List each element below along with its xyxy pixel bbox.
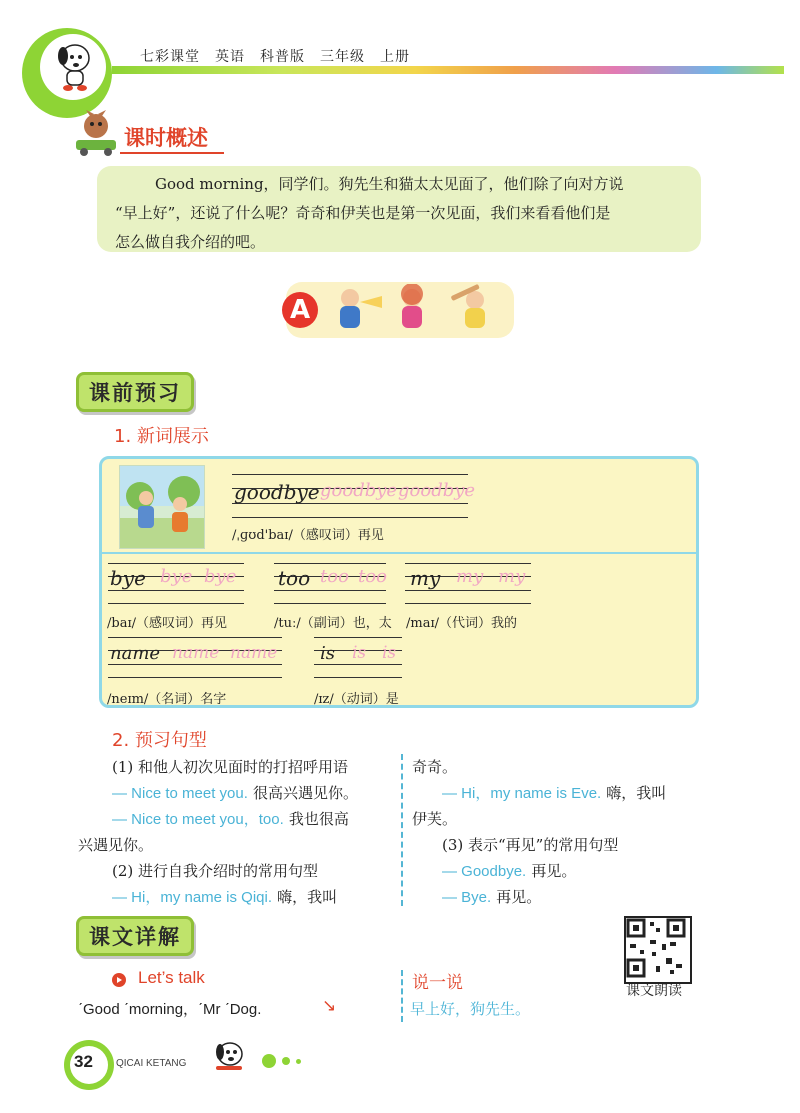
text-detail-tag: 课文详解 <box>76 916 194 956</box>
header-title: 七彩课堂 英语 科普版 三年级 上册 <box>140 49 410 65</box>
rule-line <box>405 590 531 591</box>
lets-talk-title: Let’s talk <box>138 968 205 987</box>
pattern-2-line-4: 伊芙。 <box>412 810 458 828</box>
pattern-3-line-2 <box>442 886 541 907</box>
phonetic-bye: /baɪ/（感叹词）再见 <box>107 616 227 631</box>
word-bye: bye <box>110 566 146 590</box>
qr-code[interactable] <box>624 916 692 984</box>
talk-sentence-english: ˊGood ˊmorning，ˊMr ˊDog. <box>78 1001 262 1018</box>
english-sentence: — Nice to meet you，too. <box>112 811 284 828</box>
rule-line <box>232 517 468 518</box>
phonetic-my: /maɪ/（代词）我的 <box>406 616 517 631</box>
phonetic-too: /tuː/（副词）也，太 <box>274 616 392 631</box>
word-goodbye: goodbye <box>234 480 320 504</box>
trace-name-2: name <box>230 643 278 663</box>
train-animal-icon <box>72 110 122 156</box>
english-sentence: — Nice to meet you. <box>112 785 248 802</box>
chinese-translation: 嗨，我叫 <box>606 784 667 802</box>
pattern-3-line-1 <box>442 860 576 881</box>
trace-goodbye-1: goodbye <box>320 480 398 501</box>
rule-line <box>314 677 402 678</box>
trace-my-2: my <box>498 566 526 587</box>
trace-bye-2: bye <box>204 566 237 587</box>
trace-is-2: is <box>382 643 397 663</box>
intro-line-3: 怎么做自我介绍的吧。 <box>115 233 266 251</box>
pattern-2-line-1 <box>112 886 337 907</box>
footer-dot <box>296 1059 301 1064</box>
rule-line <box>108 677 282 678</box>
rule-line <box>108 664 282 665</box>
pattern-1-heading: (1) 和他人初次见面时的打招呼用语 <box>112 758 349 776</box>
rule-line <box>314 664 402 665</box>
pattern-2-line-3 <box>442 782 666 803</box>
intro-box <box>97 166 701 252</box>
rule-line <box>108 590 244 591</box>
rule-line <box>108 603 244 604</box>
pattern-1-line-3: 兴遇见你。 <box>78 836 154 854</box>
rule-line <box>274 563 386 564</box>
phonetic-name: /neɪm/（名词）名字 <box>107 692 227 707</box>
trace-name-1: name <box>172 643 220 663</box>
footer-dot <box>262 1054 276 1068</box>
pattern-1-line-2 <box>112 808 349 829</box>
pattern-2-heading: (2) 进行自我介绍时的常用句型 <box>112 862 319 880</box>
word-name: name <box>110 643 161 664</box>
rule-line <box>405 563 531 564</box>
chinese-translation: 嗨，我叫 <box>277 888 338 906</box>
trace-is-1: is <box>352 643 367 663</box>
new-words-title: 1. 新词展示 <box>114 426 209 447</box>
trace-bye-1: bye <box>160 566 193 587</box>
footer-dot <box>282 1057 290 1065</box>
say-title: 说一说 <box>412 973 463 993</box>
talk-sentence-chinese: 早上好，狗先生。 <box>410 1000 531 1018</box>
phonetic-is: /ɪz/（动词）是 <box>314 692 399 707</box>
overview-underline <box>120 152 224 154</box>
page-number: 32 <box>74 1052 93 1071</box>
qr-label: 课文朗读 <box>626 983 682 999</box>
trace-too-1: too <box>320 566 349 587</box>
rule-line <box>274 603 386 604</box>
overview-title: 课时概述 <box>124 126 208 150</box>
chinese-translation: 再见。 <box>496 888 542 906</box>
play-icon[interactable] <box>112 973 126 987</box>
pattern-1-line-1 <box>112 782 358 803</box>
chinese-translation: 我也很高 <box>288 810 349 828</box>
section-a-badge: A <box>282 292 318 328</box>
word-is: is <box>320 643 335 664</box>
rule-line <box>274 590 386 591</box>
rule-line <box>108 563 244 564</box>
rule-line <box>108 637 282 638</box>
dog-mascot-icon <box>208 1036 248 1072</box>
word-too: too <box>278 566 311 590</box>
vocab-divider <box>102 552 696 554</box>
english-sentence: — Hi，my name is Qiqi. <box>112 889 273 906</box>
phonetic-goodbye: /ˌɡʊd'baɪ/（感叹词）再见 <box>232 528 384 543</box>
english-sentence: — Goodbye. <box>442 863 527 880</box>
pattern-3-heading: (3) 表示“再见”的常用句型 <box>442 836 619 854</box>
column-divider <box>401 970 403 1022</box>
rule-line <box>232 474 468 475</box>
footer-brand: QICAI KETANG <box>116 1058 187 1069</box>
rule-line <box>405 603 531 604</box>
intro-line-1: Good morning，同学们。狗先生和猫太太见面了，他们除了向对方说 <box>155 175 624 193</box>
intro-line-2: “早上好”，还说了什么呢？奇奇和伊芙也是第一次见面，我们来看看他们是 <box>115 204 611 222</box>
children-illustration <box>330 284 520 338</box>
chinese-translation: 再见。 <box>531 862 577 880</box>
intonation-arrow-icon: ↘ <box>322 996 337 1016</box>
english-sentence: — Hi，my name is Eve. <box>442 785 602 802</box>
rule-line <box>314 637 402 638</box>
preview-tag: 课前预习 <box>76 372 194 412</box>
column-divider <box>401 754 403 906</box>
chinese-translation: 很高兴遇见你。 <box>252 784 358 802</box>
trace-goodbye-2: goodbye <box>398 480 476 501</box>
dog-mascot-icon <box>52 38 98 94</box>
trace-too-2: too <box>358 566 387 587</box>
pattern-2-line-2: 奇奇。 <box>412 758 458 776</box>
header-rainbow-bar <box>112 66 784 74</box>
trace-my-1: my <box>456 566 484 587</box>
english-sentence: — Bye. <box>442 889 492 906</box>
goodbye-illustration <box>119 465 205 549</box>
word-my: my <box>410 566 441 590</box>
sentence-patterns-title: 2. 预习句型 <box>112 730 207 751</box>
